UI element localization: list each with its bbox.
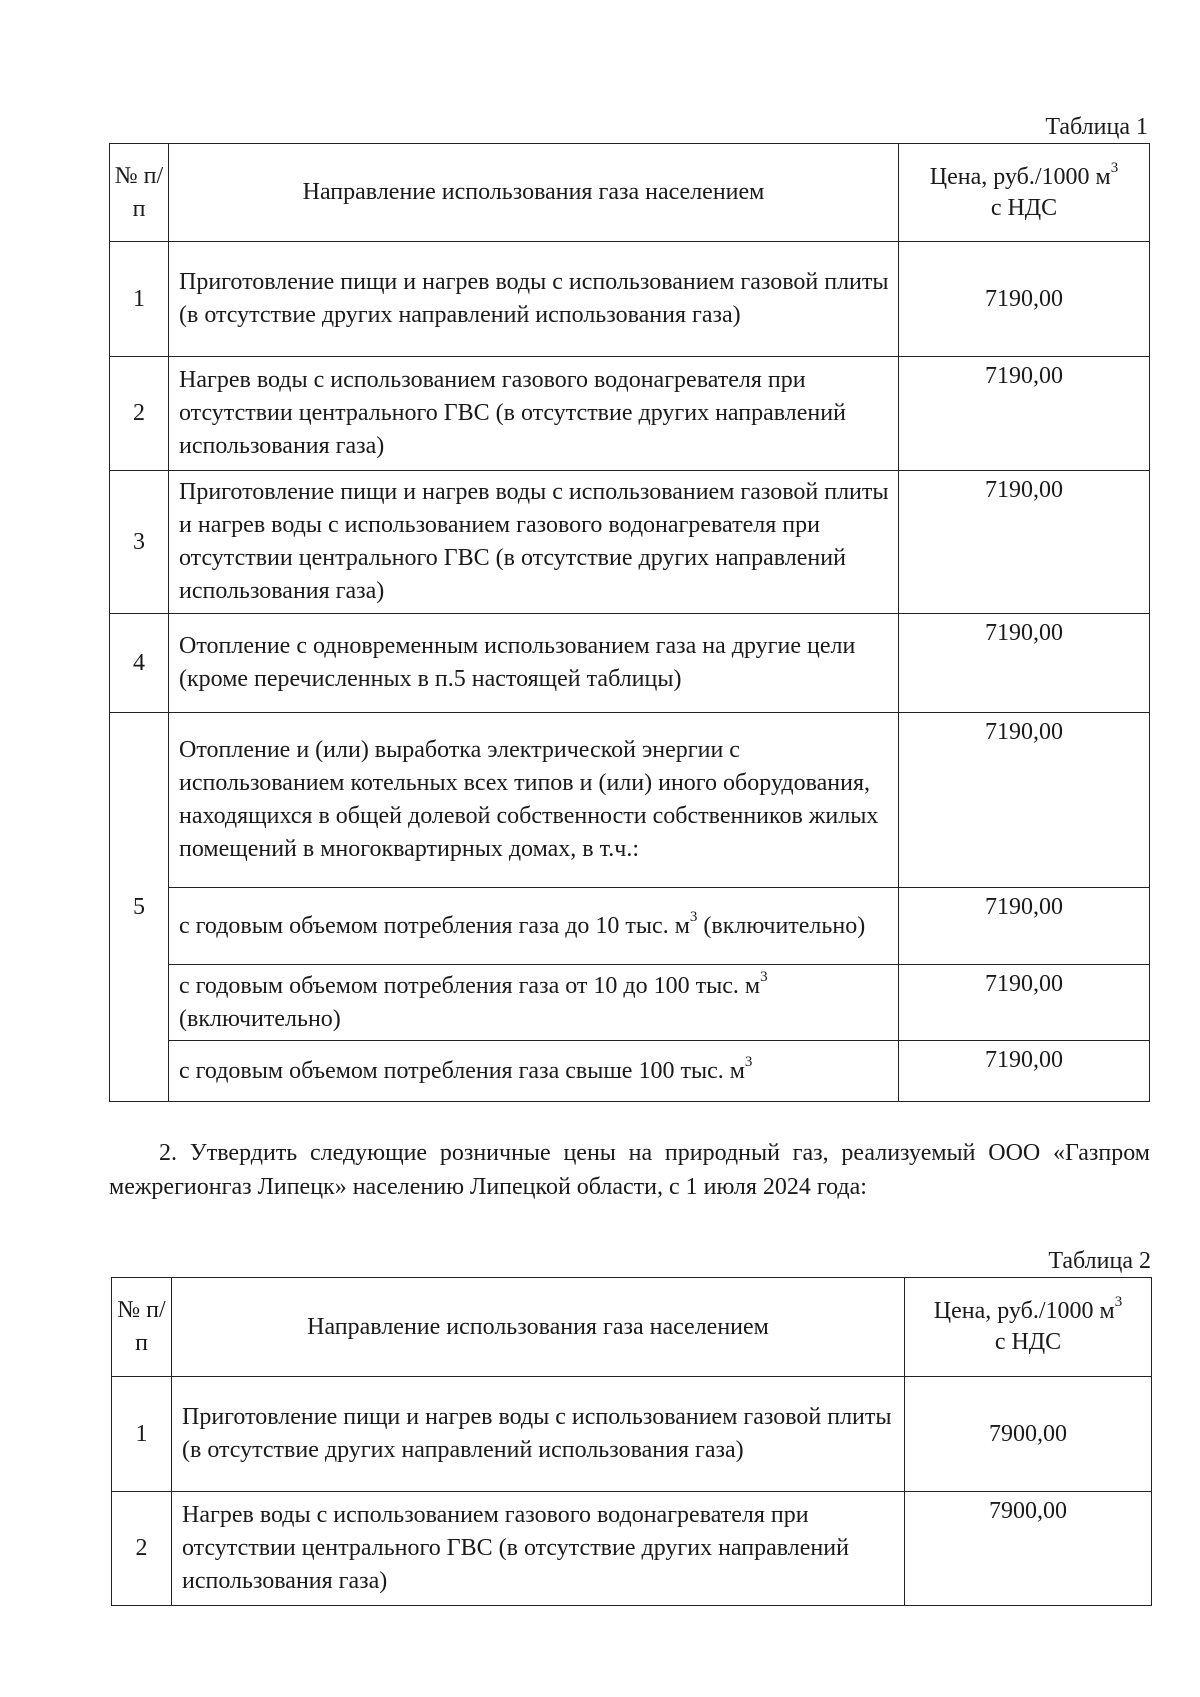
subrow-text: с годовым объемом потребления газа от 10 до 100 тыс. м (179, 972, 761, 999)
row-price: 7190,00 (899, 713, 1150, 888)
row-number: 1 (110, 242, 169, 357)
row-description (169, 888, 899, 965)
table2 (111, 1277, 1152, 1606)
subrow-sup: 3 (689, 908, 698, 925)
table-row (110, 471, 1150, 614)
table-row (112, 1492, 1152, 1606)
row-number: 3 (110, 471, 169, 614)
table2-caption: Таблица 2 (1048, 1248, 1151, 1274)
table-row (110, 713, 1150, 888)
table-row (110, 888, 1150, 965)
row-description: Приготовление пищи и нагрев воды с использованием газовой плиты и нагрев воды с использованием газового водонагревателя при отсутствии центрального ГВС (в отсутствие других направлений использования газа) (169, 471, 899, 614)
row-price: 7190,00 (899, 888, 1150, 965)
row-description: Приготовление пищи и нагрев воды с использованием газовой плиты (в отсутствие других направлений использования газа) (172, 1377, 905, 1492)
table1-header-price (899, 144, 1150, 242)
table-row (112, 1377, 1152, 1492)
table-row (110, 242, 1150, 357)
table2-header-price (905, 1278, 1152, 1377)
table-row (110, 965, 1150, 1041)
table2-header-direction: Направление использования газа населением (172, 1278, 905, 1377)
row-price: 7190,00 (899, 965, 1150, 1041)
subrow-sup: 3 (760, 968, 768, 985)
table1-header-number: № п/п (110, 144, 169, 242)
subrow-text: с годовым объемом потребления газа до 10 тыс. м (179, 912, 690, 939)
row-description: Нагрев воды с использованием газового водонагревателя при отсутствии центрального ГВС (в отсутствие других направлений использования газа) (169, 357, 899, 471)
table2-header-price-text: Цена, руб./1000 м (933, 1298, 1115, 1324)
row-price: 7190,00 (899, 357, 1150, 471)
row-description: Приготовление пищи и нагрев воды с использованием газовой плиты (в отсутствие других направлений использования газа) (169, 242, 899, 357)
row-price: 7190,00 (899, 1041, 1150, 1102)
body-paragraph: 2. Утвердить следующие розничные цены на природный газ, реализуемый ООО «Газпром межрегионгаз Липецк» населению Липецкой области, с 1 июля 2024 года: (109, 1140, 1150, 1200)
subrow-text-cont: (включительно) (703, 912, 866, 939)
row-description: Отопление с одновременным использованием газа на другие цели (кроме перечисленных в п.5 настоящей таблицы) (169, 614, 899, 713)
row-number: 5 (110, 713, 169, 1102)
table1-header-price-sup: 3 (1110, 159, 1119, 176)
row-number: 2 (110, 357, 169, 471)
subrow-sup: 3 (744, 1053, 753, 1070)
subrow-text-cont: (включительно) (179, 1005, 341, 1032)
subrow-text: с годовым объемом потребления газа свыше 100 тыс. м (179, 1057, 745, 1084)
table-row (110, 357, 1150, 471)
table1-header-row (110, 144, 1150, 242)
table-row (110, 614, 1150, 713)
row-price: 7190,00 (899, 614, 1150, 713)
row-price: 7900,00 (905, 1377, 1152, 1492)
table2-header-row (112, 1278, 1152, 1377)
table2-header-price-vat: с НДС (994, 1329, 1062, 1355)
table1-header-price-text: Цена, руб./1000 м (929, 163, 1111, 190)
table-row (110, 1041, 1150, 1102)
row-description (169, 965, 899, 1041)
row-price: 7190,00 (899, 242, 1150, 357)
table1 (109, 143, 1150, 1102)
row-description: Отопление и (или) выработка электрической энергии с использованием котельных всех типов и (или) иного оборудования, находящихся в общей долевой собственности собственников жилых помещений в многоквартирных домах, в т.ч.: (169, 713, 899, 888)
row-description: Нагрев воды с использованием газового водонагревателя при отсутствии центрального ГВС (в отсутствие других направлений использования газа) (172, 1492, 905, 1606)
table1-header-price-vat: с НДС (990, 194, 1058, 221)
table1-caption: Таблица 1 (1045, 114, 1148, 140)
row-price: 7900,00 (905, 1492, 1152, 1606)
row-description (169, 1041, 899, 1102)
table2-header-number: № п/п (112, 1278, 172, 1377)
row-number: 4 (110, 614, 169, 713)
table2-header-price-sup: 3 (1114, 1294, 1123, 1310)
row-number: 1 (112, 1377, 172, 1492)
table1-header-direction: Направление использования газа населением (169, 144, 899, 242)
row-price: 7190,00 (899, 471, 1150, 614)
row-number: 2 (112, 1492, 172, 1606)
